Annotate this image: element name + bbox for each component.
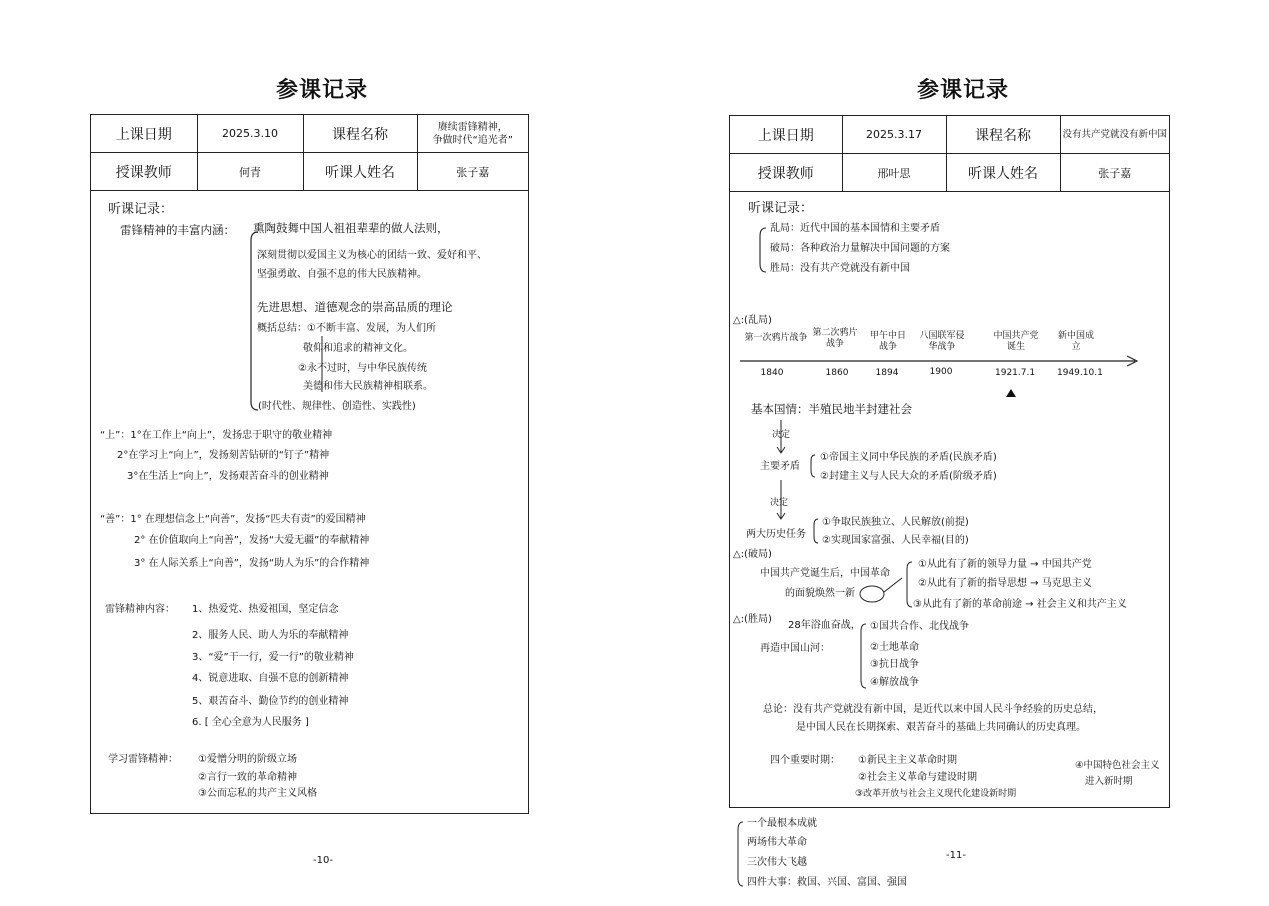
right-notes-title: 听课记录： [748,201,814,216]
rich-line-8: 美德和伟大民族精神相联系。 [303,381,433,392]
timeline-event: 八国联军侵华战争 [919,331,965,352]
rich-line-9: (时代性、规律性、创造性、实践性) [258,401,416,412]
left-course-value: 赓续雷锋精神， 争做时代“追光者” [417,115,528,153]
party-line-1: 中国共产党诞生后，中国革命 [760,568,890,579]
rich-line-7: ②永不过时，与中华民族传统 [298,363,427,374]
left-page-number: -10- [313,855,333,866]
period-3: ③改革开放与社会主义现代化建设新时期 [855,789,1017,799]
right-course-value: 没有共产党就没有新中国 [1060,116,1169,154]
decide-label-1: 决定 [772,430,791,440]
rich-line-5: 概括总结：①不断丰富、发展，为人们所 [257,323,436,334]
content-item-3: 3、“爱”干一行，爱一行”的敬业精神 [192,652,354,663]
periods-head: 四个重要时期： [770,755,840,766]
po-label: △:(破局) [733,549,772,560]
rich-line-3: 坚强勇敢、自强不息的伟大民族精神。 [257,269,427,280]
new-reason-3: ③从此有了新的革命前途 → 社会主义和共产主义 [913,599,1127,610]
timeline-year: 1860 [825,368,849,378]
right-page-number: -11- [946,850,966,861]
shang-line-2: 2°在学习上“向上”，发扬刻苦钻研的“钉子”精神 [117,450,330,461]
main-contradiction-label: 主要矛盾 [760,461,800,472]
contradiction-1: ①帝国主义同中华民族的矛盾(民族矛盾) [820,452,997,463]
content-head: 雷锋精神内容： [105,604,175,615]
rich-line-4: 先进思想、道德观念的崇高品质的理论 [257,300,453,314]
summary-line-2: 是中国人民在长期探索、艰苦奋斗的基础上共同确认的历史真理。 [796,722,1086,733]
left-teacher-label: 授课教师 [91,153,197,191]
timeline-year: 1894 [875,368,899,378]
contradiction-2: ②封建主义与人民大众的矛盾(阶级矛盾) [820,471,997,482]
war-2: ②土地革命 [870,642,919,653]
timeline-event: 新中国成立 [1058,331,1095,352]
margin-brace [738,822,743,886]
years-28: 28年浴血奋战， [788,620,861,631]
learn-head: 学习雷锋精神： [108,754,178,765]
rebuild-label: 再造中国山河： [760,643,830,654]
basic-condition: 基本国情：半殖民地半封建社会 [751,402,912,416]
wars-brace [861,624,866,688]
right-page-title: 参课记录 [917,78,1010,103]
shang-line-3: 3°在生活上“向上”，发扬艰苦奋斗的创业精神 [127,471,329,482]
intro-line-1: 乱局：近代中国的基本国情和主要矛盾 [770,223,940,234]
left-course-label: 课程名称 [303,115,417,153]
learn-item-2: ②言行一致的革命精神 [198,772,297,783]
new-pointer [884,578,902,592]
timeline-year: 1840 [760,368,784,378]
period-4a: ④中国特色社会主义 [1075,760,1160,771]
rich-line-6: 敬仰和追求的精神文化。 [303,343,413,354]
left-listener-value: 张子嘉 [417,153,528,191]
right-date-value: 2025.3.17 [842,116,946,154]
left-page-title: 参课记录 [276,78,369,103]
timeline-event: 甲午中日战争 [869,331,906,352]
left-listener-label: 听课人姓名 [303,153,417,191]
task-2: ②实现国家富强、人民幸福(目的) [822,535,969,546]
content-item-2: 2、服务人民、助人为乐的奉献精神 [192,630,349,641]
rich-line-2: 深刻贯彻以爱国主义为核心的团结一致、爱好和平、 [257,250,487,261]
margin-note-3: 三次伟大飞越 [747,857,807,868]
new-circle-mark [860,586,884,602]
timeline-year: 1949.10.1 [1057,368,1103,378]
party-line-2: 的面貌焕然一新 [785,588,855,599]
summary-line-1: 总论：没有共产党就没有新中国，是近代以来中国人民斗争经验的历史总结， [763,704,1103,715]
war-1: ①国共合作、北伐战争 [870,621,969,632]
content-item-4: 4、锐意进取、自强不息的创新精神 [192,673,349,684]
war-3: ③抗日战争 [870,659,919,670]
intro-line-3: 胜局：没有共产党就没有新中国 [770,263,910,274]
shan-line-2: 2° 在价值取向上“向善”，发扬“大爱无疆”的奉献精神 [134,535,370,546]
contradiction-brace [811,455,815,477]
task-1: ①争取民族独立、人民解放(前提) [822,517,969,528]
shan-line-3: 3° 在人际关系上“向善”，发扬“助人为乐”的合作精神 [134,558,370,569]
learn-item-3: ③公而忘私的共产主义风格 [198,788,317,799]
shan-line-1: “善”：1° 在理想信念上“向善”，发扬“匹夫有责”的爱国精神 [100,514,366,525]
intro-line-2: 破局：各种政治力量解决中国问题的方案 [770,243,950,254]
margin-note-4: 四件大事：救国、兴国、富国、强国 [747,877,907,888]
right-course-label: 课程名称 [946,116,1060,154]
sheng-label: △:(胜局) [733,614,772,625]
new-reasons-brace [907,562,912,607]
war-4: ④解放战争 [870,677,919,688]
decide-label-2: 决定 [770,498,789,508]
period-4b: 进入新时期 [1085,776,1133,787]
left-date-label: 上课日期 [91,115,197,153]
margin-note-1: 一个最根本成就 [747,818,817,829]
timeline-year: 1921.7.1 [995,368,1036,378]
rich-content-head: 雷锋精神的丰富内涵： [120,223,235,237]
timeline-event: 中国共产党诞生 [993,331,1039,352]
right-teacher-value: 邢叶思 [842,154,946,192]
shang-line-1: “上”：1°在工作上“向上”，发扬忠于职守的敬业精神 [100,430,333,441]
margin-note-2: 两场伟大革命 [747,837,807,848]
luan-label: △:(乱局) [733,315,772,326]
period-1: ①新民主主义革命时期 [858,755,957,766]
right-listener-value: 张子嘉 [1060,154,1169,192]
content-item-5: 5、艰苦奋斗、勤俭节约的创业精神 [192,696,349,707]
content-item-6: 6. [ 全心全意为人民服务 ] [192,717,309,728]
rich-line-1: 熏陶鼓舞中国人祖祖辈辈的做人法则， [253,221,449,235]
tasks-brace [814,519,818,543]
two-tasks-label: 两大历史任务 [746,529,806,540]
left-notes-title: 听课记录： [108,202,174,217]
new-reason-2: ②从此有了新的指导思想 → 马克思主义 [918,578,1092,589]
new-reason-1: ①从此有了新的领导力量 → 中国共产党 [918,559,1092,570]
timeline-event: 第一次鸦片战争 [744,333,808,343]
period-2: ②社会主义革命与建设时期 [858,772,977,783]
left-date-value: 2025.3.10 [197,115,303,153]
learn-item-1: ①爱憎分明的阶级立场 [198,754,297,765]
content-item-1: 1、热爱党、热爱祖国，坚定信念 [192,604,339,615]
right-listener-label: 听课人姓名 [946,154,1060,192]
timeline-marker-icon [1006,389,1016,397]
intro-brace [760,228,766,272]
right-date-label: 上课日期 [730,116,842,154]
left-teacher-value: 何青 [197,153,303,191]
timeline-event: 第二次鸦片战争 [812,328,858,349]
right-teacher-label: 授课教师 [730,154,842,192]
timeline-year: 1900 [929,367,953,377]
